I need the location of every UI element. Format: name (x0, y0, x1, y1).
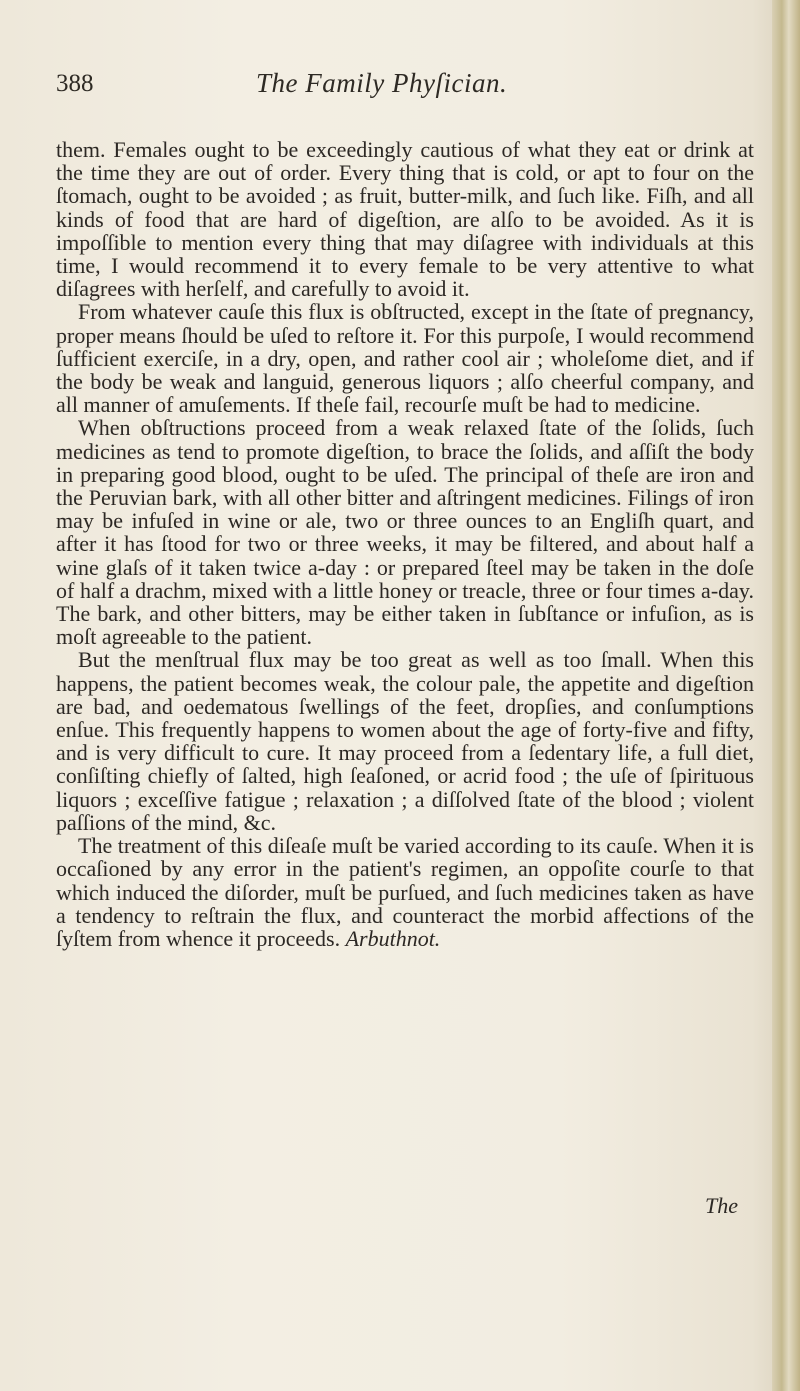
paragraph-1 (56, 138, 754, 300)
paragraph-2-text: From whatever cauſe this flux is obſtructed, except in the ſtate of pregnancy, proper means ſhould be uſed to reſtore it. For this purpoſe, I would recommend ſufficient exerciſe, in a dry, open, and rather cool air ; wholeſome diet, and if the body be weak and languid, generous liquors ; alſo cheerful company, and all manner of amuſements. If theſe fail, recourſe muſt be had to medicine. (56, 299, 754, 418)
paragraph-4-text: But the menſtrual flux may be too great as well as too ſmall. When this happens, the patient becomes weak, the colour pale, the appetite and digeſtion are bad, and oedematous ſwellings of the feet, dropſies, and conſumptions enſue. This frequently happens to women about the age of forty-five and fifty, and is very difficult to cure. It may proceed from a ſedentary life, a full diet, conſiſting chiefly of ſalted, high ſeaſoned, or acrid food ; the uſe of ſpirituous liquors ; exceſſive fatigue ; relaxation ; a diſſolved ſtate of the blood ; violent paſſions of the mind, &c. (56, 647, 754, 835)
paragraph-3 (56, 416, 754, 648)
running-title: The Family Phyſician. (256, 68, 508, 98)
body-text (56, 138, 754, 950)
page-number: 388 (56, 70, 94, 97)
paragraph-4 (56, 648, 754, 834)
catchword: The (705, 1193, 738, 1218)
paragraph-3-text: When obſtructions proceed from a weak relaxed ſtate of the ſolids, ſuch medicines as tend to promote digeſtion, to brace the ſolids, and aſſiſt the body in preparing good blood, ought to be uſed. The principal of theſe are iron and the Peruvian bark, with all other bitter and aſtringent medicines. Filings of iron may be infuſed in wine or ale, two or three ounces to an Engliſh quart, and after it has ſtood for two or three weeks, it may be filtered, and about half a wine glaſs of it taken twice a-day : or prepared ſteel may be taken in the doſe of half a drachm, mixed with a little honey or treacle, three or four times a-day. The bark, and other bitters, may be either taken in ſubſtance or infuſion, as is moſt agreeable to the patient. (56, 415, 754, 650)
author-signature: Arbuthnot. (345, 925, 441, 951)
page-gutter-edge (772, 0, 800, 1391)
page-header (56, 64, 736, 104)
paragraph-5 (56, 834, 754, 950)
paragraph-2 (56, 300, 754, 416)
paragraph-5-text: The treatment of this diſeaſe muſt be varied according to its cauſe. When it is occaſioned by any error in the patient's regimen, an oppoſite courſe to that which induced the diſorder, muſt be purſued, and ſuch medicines taken as have a tendency to reſtrain the flux, and counteract the morbid affections of the ſyſtem from whence it proceeds. (56, 833, 754, 951)
paragraph-1-text: them. Females ought to be exceedingly cautious of what they eat or drink at the time they are out of order. Every thing that is cold, or apt to four on the ſtomach, ought to be avoided ; as fruit, butter-milk, and ſuch like. Fiſh, and all kinds of food that are hard of digeſtion, are alſo to be avoided. As it is impoſſible to mention every thing that may diſagree with individuals at this time, I would recommend it to every female to be very attentive to what diſagrees with herſelf, and carefully to avoid it. (56, 137, 754, 302)
